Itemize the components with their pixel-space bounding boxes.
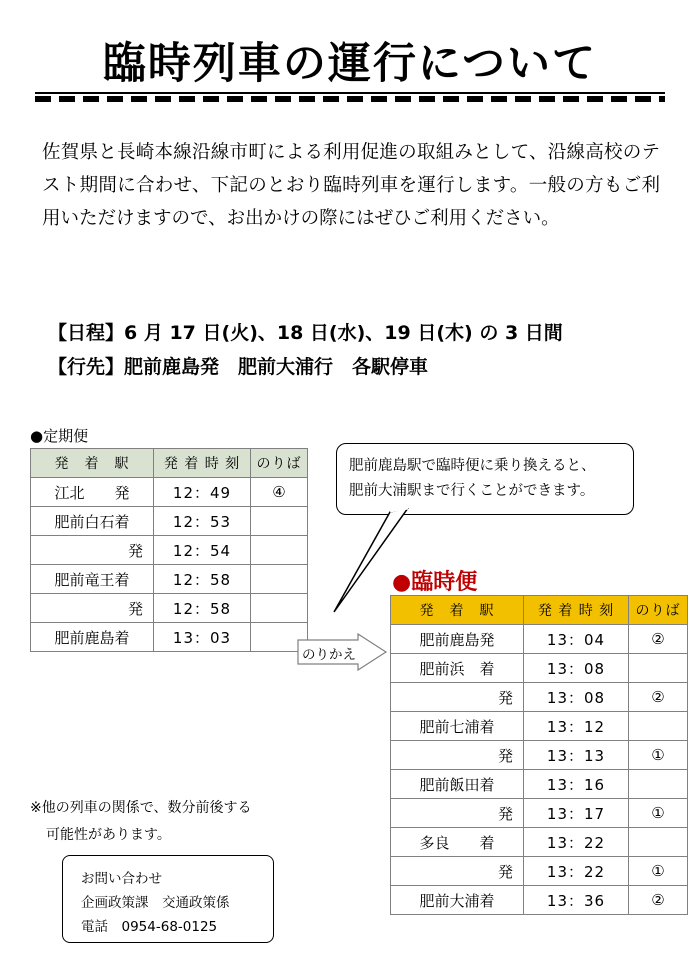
cell-station: 発 (391, 857, 524, 886)
cell-station: 発 (31, 536, 154, 565)
footnote-line-1: ※他の列車の関係で、数分前後する (30, 800, 252, 816)
cell-time: 12：53 (154, 507, 251, 536)
table-row (391, 770, 688, 799)
table-row (31, 536, 308, 565)
cell-station: 多良 着 (391, 828, 524, 857)
cell-time: 13：36 (524, 886, 629, 915)
temporary-service-heading: ●臨時便 (392, 570, 478, 595)
cell-platform (251, 536, 308, 565)
cell-time: 12：58 (154, 565, 251, 594)
cell-station: 江北 発 (31, 478, 154, 507)
cell-station: 肥前竜王着 (31, 565, 154, 594)
contact-heading: お問い合わせ (81, 871, 162, 887)
table-row (391, 886, 688, 915)
col-station: 発 着 駅 (391, 596, 524, 625)
regular-service-heading: ●定期便 (30, 427, 89, 445)
footnote (30, 795, 330, 849)
contact-box (62, 855, 274, 943)
cell-station: 肥前白石着 (31, 507, 154, 536)
title-underline (35, 92, 665, 102)
cell-station: 肥前飯田着 (391, 770, 524, 799)
callout-line-2: 肥前大浦駅まで行くことができます。 (349, 483, 595, 499)
cell-time: 12：58 (154, 594, 251, 623)
table-row (391, 857, 688, 886)
cell-platform (629, 654, 688, 683)
cell-time: 13：13 (524, 741, 629, 770)
cell-time: 13：17 (524, 799, 629, 828)
cell-station: 発 (31, 594, 154, 623)
cell-platform: ① (629, 799, 688, 828)
cell-platform: ④ (251, 478, 308, 507)
table-row (391, 683, 688, 712)
cell-platform (251, 507, 308, 536)
cell-platform: ② (629, 886, 688, 915)
contact-department: 企画政策課 交通政策係 (81, 895, 230, 911)
col-time: 発 着 時 刻 (524, 596, 629, 625)
transfer-callout (336, 443, 634, 515)
cell-time: 12：49 (154, 478, 251, 507)
table-row (31, 478, 308, 507)
cell-platform (251, 565, 308, 594)
cell-time: 13：22 (524, 828, 629, 857)
cell-time: 13：03 (154, 623, 251, 652)
table-row (31, 594, 308, 623)
schedule-dates: 【日程】6 月 17 日(火)、18 日(水)、19 日(木) の 3 日間 (48, 322, 563, 344)
cell-station: 肥前大浦着 (391, 886, 524, 915)
cell-time: 13：04 (524, 625, 629, 654)
table-row (391, 828, 688, 857)
footnote-line-2: 可能性があります。 (46, 827, 171, 843)
cell-station: 肥前鹿島発 (391, 625, 524, 654)
regular-timetable (30, 448, 308, 652)
cell-time: 13：16 (524, 770, 629, 799)
cell-time: 13：08 (524, 654, 629, 683)
cell-station: 肥前鹿島着 (31, 623, 154, 652)
cell-platform: ① (629, 741, 688, 770)
intro-paragraph: 佐賀県と長崎本線沿線市町による利用促進の取組みとして、沿線高校のテスト期間に合わせ、下記のとおり臨時列車を運行します。一般の方もご利用いただけますので、お出かけの際にはぜひご利用ください。 (42, 142, 660, 229)
table-row (391, 741, 688, 770)
cell-platform (629, 770, 688, 799)
cell-station: 肥前浜 着 (391, 654, 524, 683)
table-row (391, 625, 688, 654)
cell-platform: ② (629, 683, 688, 712)
cell-station: 発 (391, 741, 524, 770)
table-row (31, 623, 308, 652)
table-row (391, 654, 688, 683)
table-row (391, 799, 688, 828)
temporary-timetable (390, 595, 688, 915)
cell-platform: ① (629, 857, 688, 886)
title-rule-dashes (35, 96, 665, 102)
cell-platform: ② (629, 625, 688, 654)
table-row (391, 712, 688, 741)
title-rule-solid (35, 92, 665, 94)
cell-platform (629, 828, 688, 857)
col-station: 発 着 駅 (31, 449, 154, 478)
cell-station: 発 (391, 799, 524, 828)
cell-time: 13：12 (524, 712, 629, 741)
transfer-label: のりかえ (302, 647, 356, 663)
transfer-arrow (296, 632, 388, 672)
page-title: 臨時列車の運行について (102, 39, 598, 89)
col-platform: のりば (629, 596, 688, 625)
col-platform: のりば (251, 449, 308, 478)
table-row (31, 565, 308, 594)
cell-platform (251, 594, 308, 623)
callout-line-1: 肥前鹿島駅で臨時便に乗り換えると、 (349, 458, 596, 474)
contact-phone: 電話 0954-68-0125 (81, 919, 218, 935)
cell-time: 13：08 (524, 683, 629, 712)
table-header-row (31, 449, 308, 478)
schedule-destination: 【行先】肥前鹿島発 肥前大浦行 各駅停車 (48, 356, 429, 378)
table-row (31, 507, 308, 536)
cell-station: 肥前七浦着 (391, 712, 524, 741)
col-time: 発 着 時 刻 (154, 449, 251, 478)
cell-time: 12：54 (154, 536, 251, 565)
cell-platform (629, 712, 688, 741)
cell-station: 発 (391, 683, 524, 712)
cell-time: 13：22 (524, 857, 629, 886)
table-header-row (391, 596, 688, 625)
